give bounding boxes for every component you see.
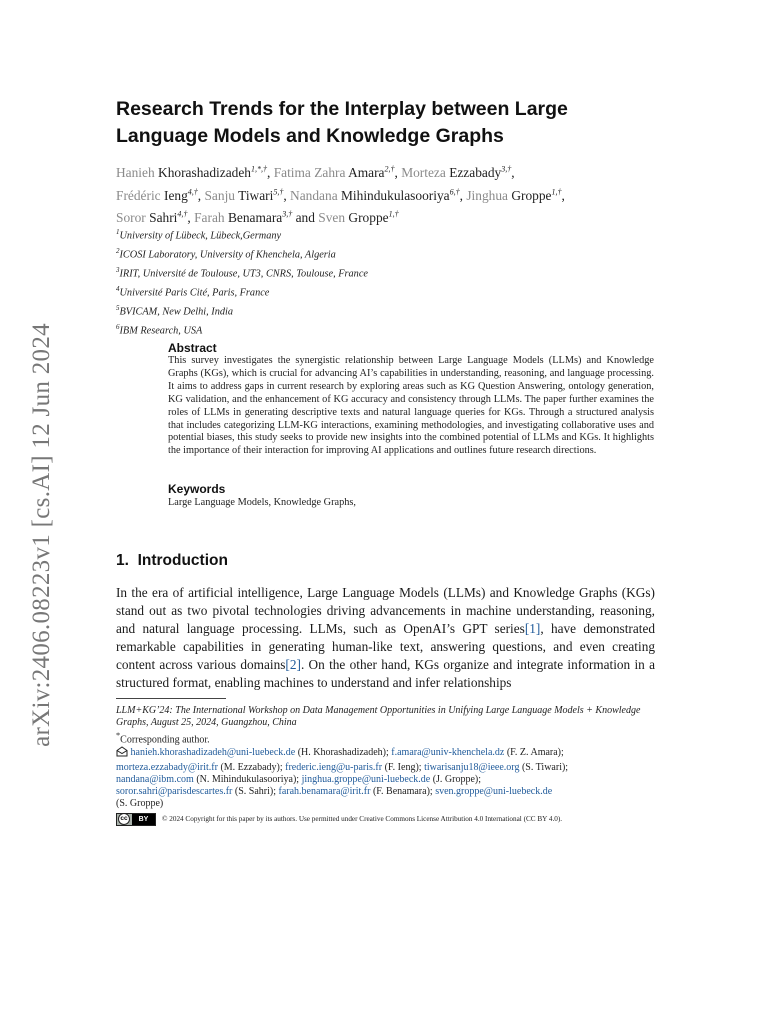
affiliation: $^4$Université Paris Cité, Paris, France	[116, 285, 270, 299]
email-link[interactable]: jinghua.groppe@uni-luebeck.de	[301, 773, 431, 785]
affiliation: $^1$University of Lübeck, Lübeck,Germany	[116, 228, 282, 242]
section-number: 1.	[116, 552, 129, 569]
paper-title: Research Trends for the Interplay between Large Language Models and Knowledge Graphs	[116, 98, 568, 147]
author: Farah Benamara$^{3,\dagger}$ and	[194, 209, 319, 226]
license-row	[116, 813, 646, 826]
affiliation-list	[116, 225, 656, 339]
section-heading	[116, 551, 228, 571]
author: Morteza Ezzabady$^{3,\dagger}$,	[401, 165, 515, 181]
section-title: Introduction	[137, 552, 228, 569]
intro-text: In the era of artificial intelligence, Large Language Models (LLMs) and Knowledge Graphs (KGs) stand out as two pivotal technologies driving advancements in machine understanding, reasoning, and natural language processing. LLMs, such as OpenAI’s GPT series	[116, 585, 655, 636]
corresponding-note: *Corresponding author.	[116, 730, 210, 745]
author: Sven Groppe$^{1,\dagger}$	[318, 209, 399, 226]
author: Hanieh Khorashadizadeh$^{1,*,\dagger}$,	[116, 165, 274, 181]
affiliation: $^5$BVICAM, New Delhi, India	[116, 304, 234, 318]
arxiv-stamp	[22, 325, 62, 745]
arxiv-stamp-text: arXiv:2406.08223v1 [cs.AI] 12 Jun 2024	[28, 323, 56, 747]
affiliation: $^2$ICOSI Laboratory, University of Khenchela, Algeria	[116, 247, 336, 261]
author: Nandana Mihindukulasooriya$^{6,\dagger}$,	[290, 187, 467, 203]
intro-text: , have demonstrated remarkable capabilities in generating human-like text, answering questions, and even creating content across various domains	[116, 620, 655, 672]
last-author-name: (S. Groppe)	[116, 798, 164, 810]
affiliation: $^6$IBM Research, USA	[116, 323, 203, 337]
license-text: © 2024 Copyright for this paper by its authors. Use permitted under Creative Commons License Attribution 4.0 International (CC BY 4.0).	[162, 815, 563, 824]
email-link[interactable]: sven.groppe@uni-luebeck.de	[435, 786, 553, 798]
intro-paragraph	[116, 584, 655, 691]
email-link[interactable]: f.amara@univ-khenchela.dz	[391, 747, 505, 759]
author: Fatima Zahra Amara$^{2,\dagger}$,	[273, 165, 402, 181]
envelope-icon	[116, 746, 128, 761]
email-link[interactable]: morteza.ezzabady@irit.fr	[116, 761, 218, 773]
email-link[interactable]: farah.benamara@irit.fr	[278, 786, 371, 798]
email-link[interactable]: hanieh.khorashadizadeh@uni-luebeck.de	[130, 747, 296, 759]
abstract	[168, 341, 654, 458]
author: Sanju Tiwari$^{5,\dagger}$,	[204, 187, 291, 203]
cc-by-badge-icon[interactable]	[116, 813, 156, 826]
intro-text: . On the other hand, KGs organize and integrate information in a structured format, enabling machines to understand and infer relationships	[116, 656, 655, 690]
abstract-text: This survey investigates the synergistic relationship between Large Language Models (LLMs) and Knowledge Graphs (KGs), which is crucial for advancing AI’s capabilities in understanding, reasoning, and language processing. It aims to address gaps in current research by exploring areas such as KG Question Answering, ontology generation, KG validation, and the enhancement of KG accuracy and consistency through LLMs. The paper further examines the roles of LLMs in generating descriptive texts and natural language queries for KGs. Through a structured analysis that includes categorizing LLM-KG interactions, examining methodologies, and investigating collaborative uses and potential biases, this study seeks to provide new insights into the combined potential of LLMs and KGs. It highlights the importance of their interaction for improving AI applications and outlines future research directions.	[168, 355, 654, 457]
citation-link[interactable]: [2]	[285, 656, 301, 672]
author: Frédéric Ieng$^{4,\dagger}$,	[116, 187, 205, 203]
footnotes	[116, 705, 646, 826]
keywords-text: Large Language Models, Knowledge Graphs,	[168, 497, 356, 508]
citation-link[interactable]: [1]	[524, 620, 541, 636]
email-list: hanieh.khorashadizadeh@uni-luebeck.de (H. Khorashadizadeh); f.amara@univ-khenchela.dz (F. Z. Amara); morteza.ezzabady@irit.fr (M. Ezzabady); frederic.ieng@u-paris.fr (F. Ieng); tiwarisanju18@ieee.org (S. Tiwari); nandana@ibm.com (N. Mihindukulasooriya); jinghua.groppe@uni-luebeck.de (J. Groppe); soror.sahri@parisdescartes.fr (S. Sahri); farah.benamara@irit.fr (F. Benamara); sven.groppe@uni-luebeck.de (S. Groppe)	[116, 747, 569, 810]
author-list	[116, 160, 676, 227]
email-link[interactable]: nandana@ibm.com	[116, 773, 194, 785]
footnote-rule	[116, 698, 226, 699]
keywords	[168, 482, 654, 509]
cc-icon: cc	[118, 813, 130, 825]
workshop-note: LLM+KG’24: The International Workshop on Data Management Opportunities in Unifying Large Language Models + Knowledge Graphs, August 25, 2024, Guangzhou, China	[116, 705, 641, 729]
email-link[interactable]: frederic.ieng@u-paris.fr	[285, 761, 383, 773]
author: Soror Sahri$^{4,\dagger}$,	[116, 209, 195, 226]
email-link[interactable]: tiwarisanju18@ieee.org	[424, 761, 520, 773]
email-link[interactable]: soror.sahri@parisdescartes.fr	[116, 786, 233, 798]
by-label: BY	[132, 814, 155, 825]
abstract-heading: Abstract	[168, 341, 217, 355]
keywords-heading: Keywords	[168, 482, 226, 496]
affiliation: $^3$IRIT, Université de Toulouse, UT3, CNRS, Toulouse, France	[116, 266, 368, 280]
author: Jinghua Groppe$^{1,\dagger}$,	[466, 187, 565, 203]
